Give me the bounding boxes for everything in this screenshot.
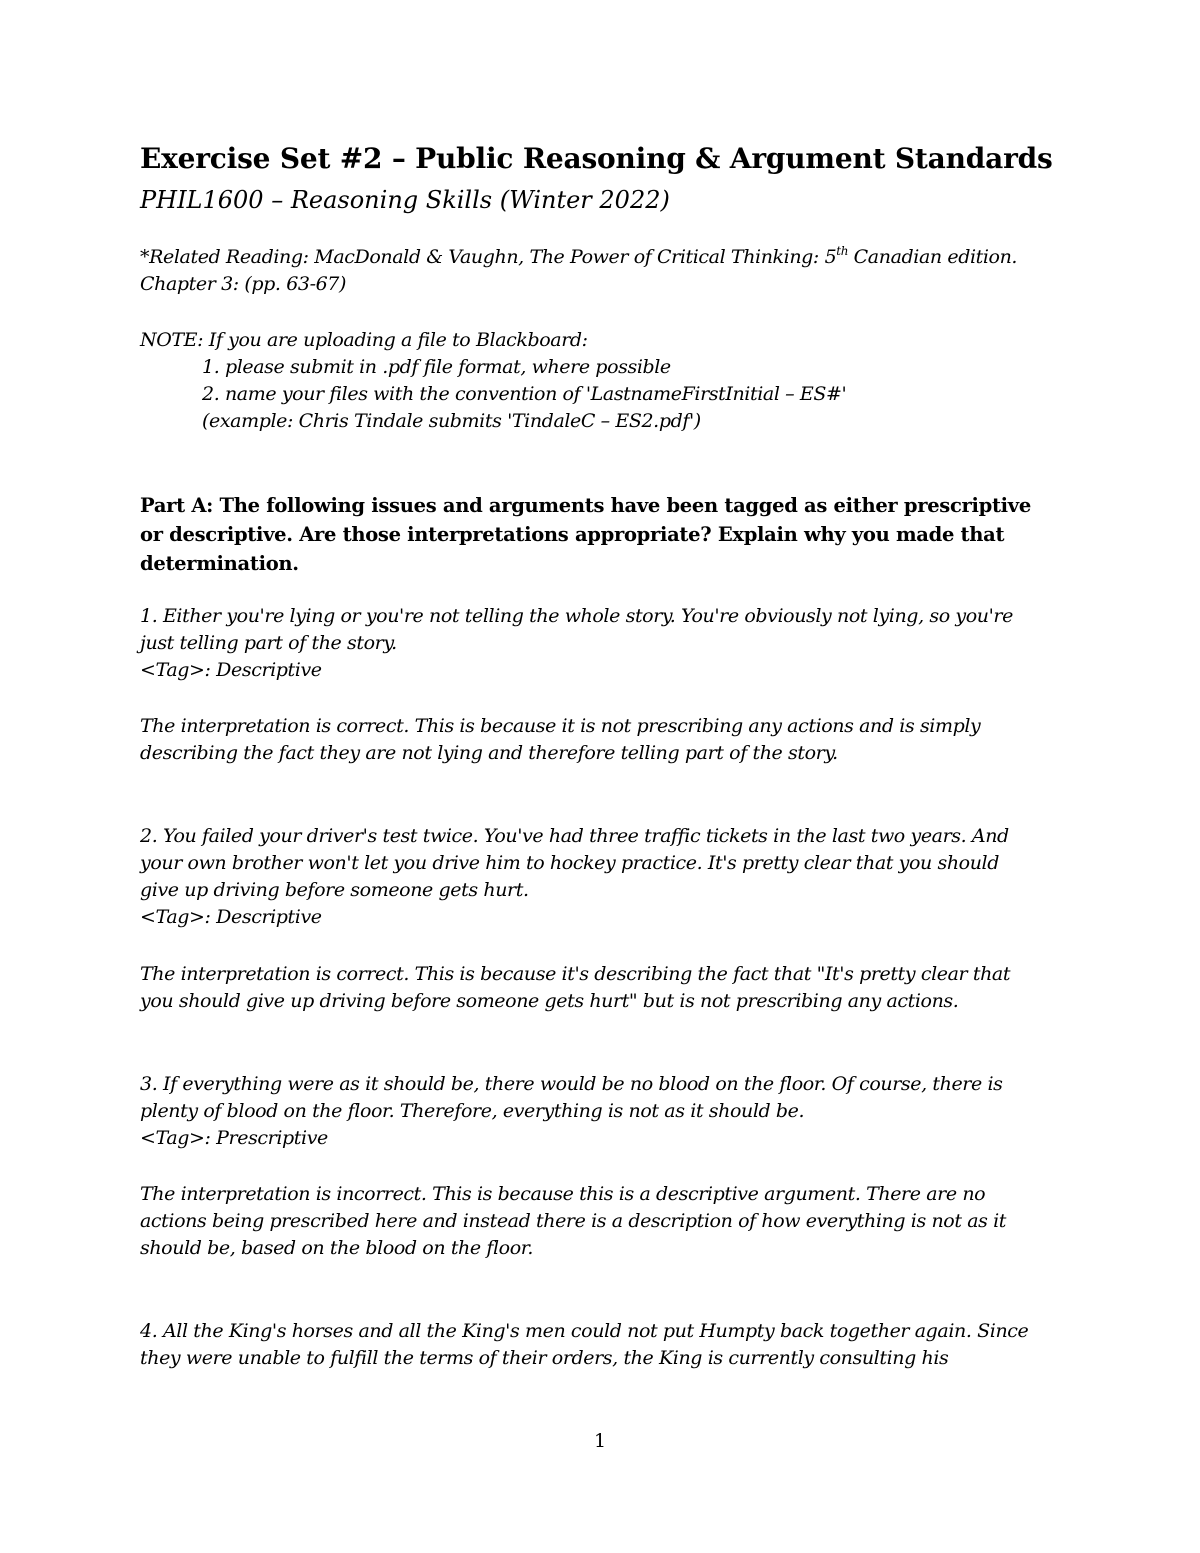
edition-superscript: th [836,243,849,258]
part-a-line-3: determination. [140,552,299,575]
related-reading-line-1 [140,244,1070,271]
question-text: your own brother won't let you drive him to hockey practice. It's pretty clear that you should [140,852,1000,874]
related-reading [140,244,1070,298]
part-a-line-2: or descriptive. Are those interpretations appropriate? Explain why you made that [140,523,1005,546]
answer-text: The interpretation is correct. This is because it is not prescribing any actions and is simply [140,715,981,737]
question-text: 4. All the King's horses and all the King's men could not put Humpty back together again. Since [140,1320,1029,1342]
note-item-3: (example: Chris Tindale submits 'TindaleC – ES2.pdf') [202,410,701,432]
answer-text: you should give up driving before someone gets hurt" but is not prescribing any actions. [140,990,959,1012]
note-item-1: 1. please submit in .pdf file format, where possible [202,356,671,378]
question-text: 1. Either you're lying or you're not telling the whole story. You're obviously not lying, so you're [140,605,1013,627]
answer-text: actions being prescribed here and instead there is a description of how everything is not as it [140,1210,1007,1232]
question-3 [140,1071,1070,1152]
question-tag: <Tag>: Prescriptive [140,1127,328,1149]
answer-text: The interpretation is correct. This is because it's describing the fact that "It's pretty clear that [140,963,1011,985]
question-text: give up driving before someone gets hurt. [140,879,529,901]
answer-text: should be, based on the blood on the floor. [140,1237,533,1259]
question-tag: <Tag>: Descriptive [140,906,322,928]
answer-2 [140,961,1070,1015]
question-4 [140,1318,1070,1372]
question-1 [140,603,1070,684]
related-reading-line-2: Chapter 3: (pp. 63-67) [140,273,346,295]
answer-text: The interpretation is incorrect. This is because this is a descriptive argument. There are no [140,1183,986,1205]
question-text: plenty of blood on the floor. Therefore, everything is not as it should be. [140,1100,805,1122]
answer-text: describing the fact they are not lying and therefore telling part of the story. [140,742,838,764]
upload-note [140,327,1070,435]
question-text: 3. If everything were as it should be, there would be no blood on the floor. Of course, there is [140,1073,1003,1095]
question-text: just telling part of the story. [140,632,397,654]
note-heading: NOTE: If you are uploading a file to Blackboard: [140,329,588,351]
reading-text: *Related Reading: MacDonald & Vaughn, The Power of Critical Thinking: 5 [140,246,837,268]
answer-3 [140,1181,1070,1262]
question-text: 2. You failed your driver's test twice. You've had three traffic tickets in the last two years. And [140,825,1009,847]
reading-text-end: Canadian edition. [848,246,1018,268]
page-number: 1 [593,1430,607,1452]
question-text: they were unable to fulfill the terms of their orders, the King is currently consulting his [140,1347,949,1369]
course-subtitle: PHIL1600 – Reasoning Skills (Winter 2022) [140,186,670,214]
question-2 [140,823,1070,931]
part-a-line-1: Part A: The following issues and arguments have been tagged as either prescriptive [140,494,1031,517]
answer-1 [140,713,1070,767]
question-tag: <Tag>: Descriptive [140,659,322,681]
part-a-heading [140,491,1070,578]
page-title: Exercise Set #2 – Public Reasoning & Argument Standards [140,142,1053,175]
note-item-2: 2. name your files with the convention of 'LastnameFirstInitial – ES#' [202,383,847,405]
